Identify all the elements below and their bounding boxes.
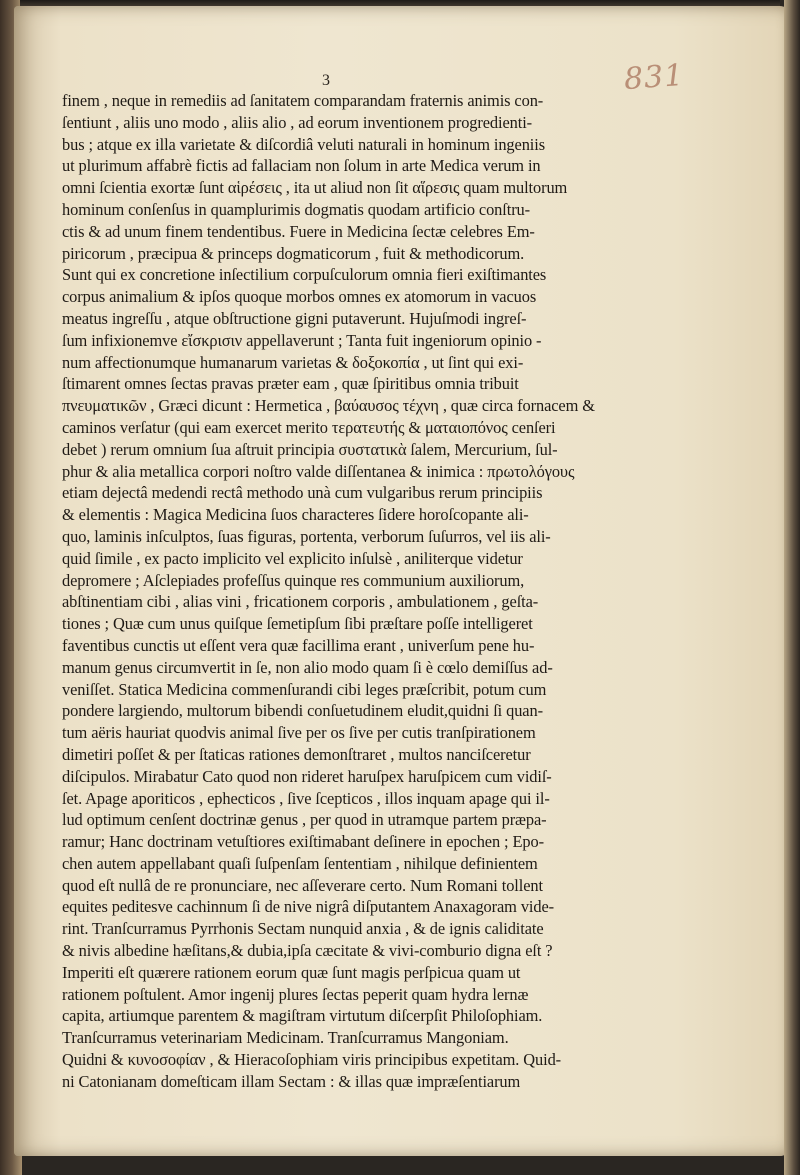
text-line: debet ) rerum omnium ſua aſtruit principia συστατικὰ ſalem, Mercurium, ſul- (62, 439, 558, 459)
page-number: 3 (322, 72, 330, 89)
text-line: quid ſimile , ex pacto implicito vel explicito inſulsè , aniliterque videtur (62, 548, 523, 568)
text-line: πνευματικῶν , Græci dicunt : Hermetica , βαύαυσος τέχνη , quæ circa fornacem & (62, 396, 595, 416)
text-line: abſtinentiam cibi , alias vini , fricationem corporis , ambulationem , geſta- (62, 592, 539, 612)
text-line: faventibus cunctis ut eſſent vera quæ facillima erant , univerſum pene hu- (62, 635, 535, 655)
text-line: bus ; atque ex illa varietate & diſcordiâ veluti naturali in hominum ingeniis (62, 134, 545, 154)
text-line: equites peditesve cachinnum ſi de nive nigrâ diſputantem Anaxagoram vide- (62, 897, 555, 917)
book-fore-edge (784, 0, 800, 1175)
text-line: meatus ingreſſu , atque obſtructione gigni putaverunt. Hujuſmodi ingreſ- (62, 308, 527, 328)
text-line: quo, laminis inſculptos, ſuas figuras, portenta, verborum ſuſurros, vel iis ali- (62, 526, 551, 546)
text-line: ſet. Apage aporiticos , ephecticos , ſive ſcepticos , illos inquam apage qui il- (62, 788, 550, 808)
text-line: depromere ; Aſclepiades profeſſus quinque res communium auxiliorum, (62, 570, 525, 590)
text-line: tiones ; Quæ cum unus quiſque ſemetipſum ſibi præſtare poſſe intelligeret (62, 614, 533, 634)
text-line: Quidni & κυνοσοφίαν , & Hieracoſophiam viris principibus expetitam. Quid- (62, 1050, 562, 1070)
text-line: etiam dejectâ medendi rectâ methodo unà cum vulgaribus rerum principiis (62, 483, 543, 503)
text-line: ſtimarent omnes ſectas pravas præter eam , quæ ſpiritibus omnia tribuit (62, 374, 519, 394)
text-line: chen autem appellabant quaſi ſuſpenſam ſententiam , nihilque definientem (62, 853, 538, 873)
body-text (62, 90, 596, 1093)
text-line: rint. Tranſcurramus Pyrrhonis Sectam nunquid anxia , & de ignis caliditate (62, 919, 544, 939)
text-line: quod eſt nullâ de re pronunciare, nec aſſeverare certo. Num Romani tollent (62, 875, 543, 895)
text-line: num affectionumque humanarum varietas & δοξοκοπία , ut ſint qui exi- (62, 352, 524, 372)
text-line: veniſſet. Statica Medicina commenſurandi cibi leges præſcribit, potum cum (62, 679, 547, 699)
text-line: corpus animalium & ipſos quoque morbos omnes ex atomorum in vacuos (62, 287, 537, 307)
text-line: caminos verſatur (qui eam exercet merito τερατευτής & ματαιοπόνος cenſeri (62, 417, 556, 437)
text-line: ctis & ad unum finem tendentibus. Fuere in Medicina ſectæ celebres Em- (62, 221, 535, 241)
text-line: ramur; Hanc doctrinam vetuſtiores exiſtimabant deſinere in epochen ; Epo- (62, 832, 544, 852)
text-line: manum genus circumvertit in ſe, non alio modo quam ſi è cœlo demiſſus ad- (62, 657, 553, 677)
handwritten-folio-number: 831 (622, 57, 686, 98)
text-line: finem , neque in remediis ad ſanitatem comparandam fraternis animis con- (62, 91, 544, 110)
text-line: capita, artiumque parentem & magiſtram virtutum diſcerpſit Philoſophiam. (62, 1006, 543, 1026)
text-line: Sunt qui ex concretione inſectilium corpuſculorum omnia fieri exiſtimantes (62, 265, 547, 285)
text-line: ut plurimum affabrè fictis ad fallaciam non ſolum in arte Medica verum in (62, 156, 541, 176)
text-line: ſum infixionemve εἴσκρισιν appellaverunt ; Tanta fuit ingeniorum opinio - (62, 330, 542, 350)
text-line: hominum conſenſus in quamplurimis dogmatis quodam artificio conſtru- (62, 199, 531, 219)
text-line: lud optimum cenſent doctrinæ genus , per quod in utramque partem præpa- (62, 810, 547, 830)
text-line: Imperiti eſt quærere rationem eorum quæ ſunt magis perſpicua quam ut (62, 962, 521, 982)
text-line: diſcipulos. Mirabatur Cato quod non rideret haruſpex haruſpicem cum vidiſ- (62, 766, 552, 786)
text-line: tum aëris hauriat quodvis animal ſive per os ſive per cutis tranſpirationem (62, 723, 536, 743)
text-line: rationem poſtulent. Amor ingenij plures ſectas peperit quam hydra lernæ (62, 984, 529, 1004)
text-line: & elementis : Magica Medicina ſuos characteres ſidere horoſcopante ali- (62, 505, 529, 525)
text-line: Tranſcurramus veterinariam Medicinam. Tranſcurramus Mangoniam. (62, 1028, 509, 1048)
text-line: pondere largiendo, multorum bibendi conſuetudinem eludit,quidni ſi quan- (62, 701, 543, 721)
text-line: phur & alia metallica corpori noſtro valde diſſentanea & inimica : πρωτολόγους (62, 461, 575, 481)
text-line: omni ſcientia exortæ ſunt αἱρέσεις , ita ut aliud non ſit αἵρεσις quam multorum (62, 178, 568, 198)
text-line: dimetiri poſſet & per ſtaticas rationes demonſtraret , multos nanciſceretur (62, 744, 531, 764)
text-line: & nivis albedine hæſitans,& dubia,ipſa cæcitate & vivi-comburio digna eſt ? (62, 941, 553, 961)
text-line: ni Catonianam domeſticam illam Sectam : & illas quæ impræſentiarum (62, 1071, 521, 1091)
text-line: piricorum , præcipua & princeps dogmaticorum , fuit & methodicorum. (62, 243, 525, 263)
text-line: ſentiunt , aliis uno modo , aliis alio , ad eorum inventionem progredienti- (62, 112, 533, 132)
